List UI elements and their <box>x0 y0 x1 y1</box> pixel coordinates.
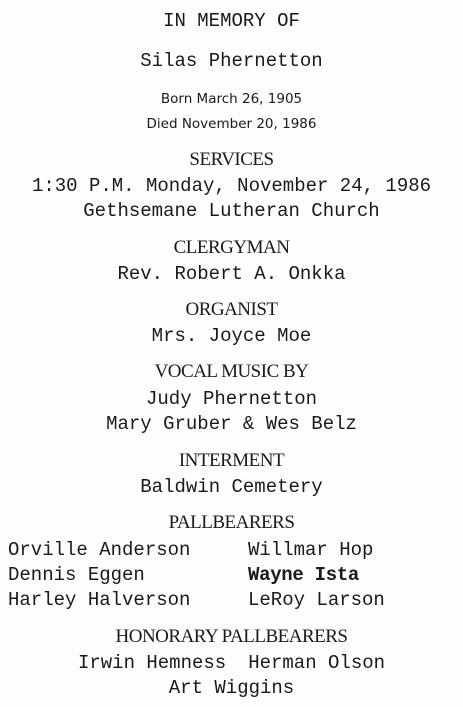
vocal-performer: Judy Phernetton <box>145 388 318 410</box>
services-datetime: 1:30 P.M. Monday, November 24, 1986 <box>31 175 432 197</box>
organist-name: Mrs. Joyce Moe <box>151 325 312 347</box>
birth-date: Born March 26, 1905 <box>160 91 303 107</box>
clergyman-heading: CLERGYMAN <box>173 237 290 258</box>
pallbearer-name: Dennis Eggen <box>8 564 145 586</box>
honorary-pallbearers-heading: HONORARY PALLBEARERS <box>115 626 348 647</box>
pallbearers-row <box>0 589 463 613</box>
organist-heading: ORGANIST <box>185 299 278 320</box>
clergyman-name: Rev. Robert A. Onkka <box>117 263 346 285</box>
services-heading: SERVICES <box>189 149 274 170</box>
death-date: Died November 20, 1986 <box>146 116 317 132</box>
pallbearers-heading: PALLBEARERS <box>168 512 295 533</box>
honorary-pallbearer-name: Art Wiggins <box>168 677 295 699</box>
pallbearer-name: Orville Anderson <box>8 539 191 561</box>
pallbearers-row <box>0 539 463 563</box>
pallbearer-name: Harley Halverson <box>8 589 191 611</box>
vocal-music-heading: VOCAL MUSIC BY <box>154 361 309 382</box>
pallbearer-name: Wayne Ista <box>248 564 360 586</box>
pallbearer-name: Willmar Hop <box>248 539 374 561</box>
pallbearer-name: LeRoy Larson <box>248 589 385 611</box>
honorary-pallbearer-name: Herman Olson <box>248 652 386 674</box>
vocal-performer: Mary Gruber & Wes Belz <box>106 413 357 435</box>
services-location: Gethsemane Lutheran Church <box>83 200 380 222</box>
pallbearers-row <box>0 564 463 588</box>
honorary-pallbearers-row <box>0 652 463 674</box>
interment-place: Baldwin Cemetery <box>140 476 323 498</box>
interment-heading: INTERMENT <box>178 450 285 471</box>
memorial-title: IN MEMORY OF <box>163 10 300 32</box>
honorary-pallbearer-name: Irwin Hemness <box>77 652 227 674</box>
deceased-name: Silas Phernetton <box>140 50 323 72</box>
